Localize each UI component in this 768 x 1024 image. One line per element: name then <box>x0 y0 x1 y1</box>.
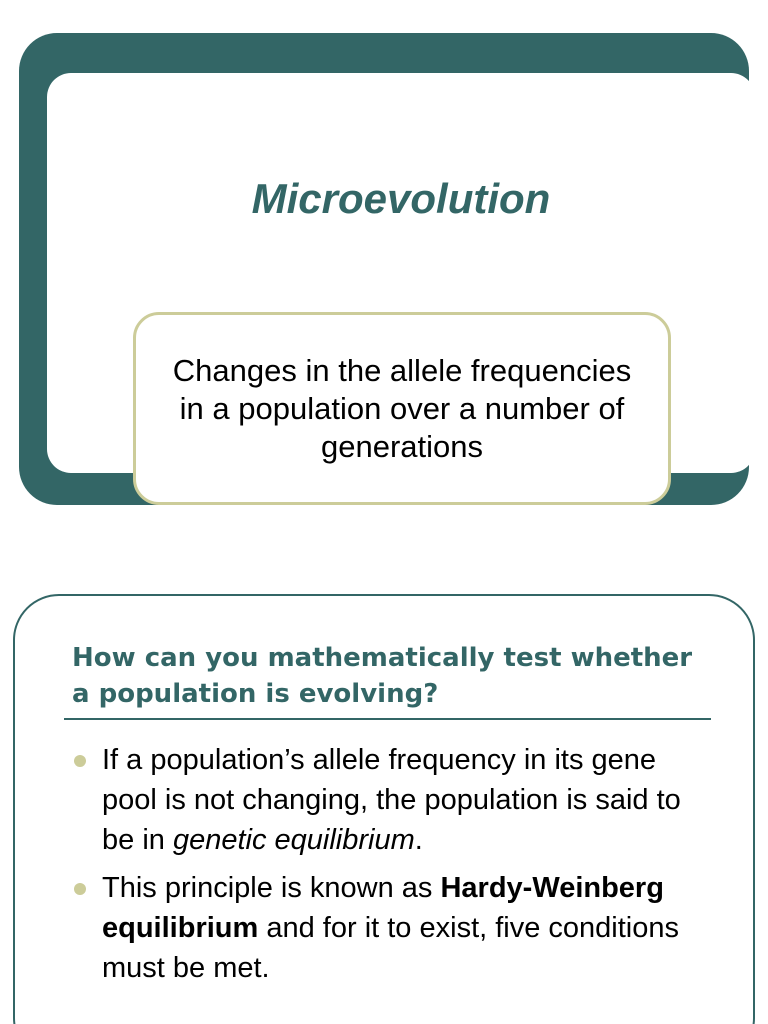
bullet-item <box>70 868 710 988</box>
bullet-text-end: . <box>414 824 423 856</box>
bullet-text-end: and for it to exist, five conditions must be met. <box>102 912 680 984</box>
heading-divider <box>64 718 711 720</box>
bullet-dot-icon <box>74 755 86 767</box>
slide-2-heading: How can you mathematically test whether a population is evolving? <box>72 643 693 709</box>
bullet-emphasis: genetic equilibrium <box>172 824 415 856</box>
bullet-item <box>70 740 710 860</box>
bullet-list <box>70 740 710 996</box>
definition-box <box>133 312 671 505</box>
bullet-dot-icon <box>74 883 86 895</box>
bullet-text: If a population’s allele frequency in its gene pool is not changing, the population is said to be in <box>102 744 681 856</box>
slide-1-frame <box>19 33 749 505</box>
slide-1-title: Microevolution <box>251 175 551 222</box>
bullet-text: This principle is known as <box>102 872 441 904</box>
bullet-strong: Hardy-Weinberg equilibrium <box>102 872 664 944</box>
definition-text: Changes in the allele frequencies in a population over a number of generations <box>172 352 632 464</box>
